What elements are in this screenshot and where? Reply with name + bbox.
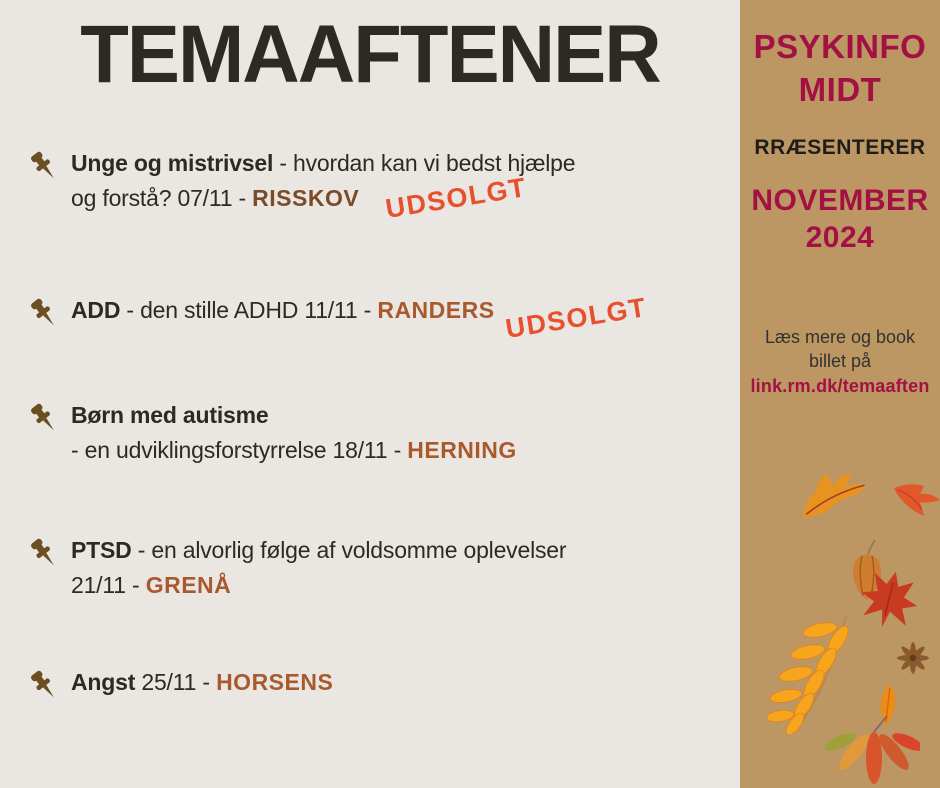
event-add: [25, 292, 725, 344]
month-line-1: NOVEMBER: [751, 183, 929, 217]
brand-line-1: PSYKINFO: [753, 28, 927, 65]
event-title: PTSD: [71, 537, 132, 563]
sold-out-badge: UDSOLGT: [503, 292, 649, 344]
event-title: ADD: [71, 297, 121, 323]
pushpin-icon: [25, 667, 61, 712]
event-desc: - en udviklingsforstyrrelse 18/11 -: [71, 437, 408, 463]
poster-title: TEMAAFTENER: [80, 9, 660, 100]
booking-link[interactable]: link.rm.dk/temaaften: [750, 376, 930, 397]
event-city: GRENÅ: [145, 572, 232, 598]
event-text: [71, 665, 333, 700]
event-text: [71, 533, 566, 603]
pushpin-icon: [25, 148, 61, 193]
event-city: HERNING: [407, 437, 517, 463]
pushpin-icon: [25, 535, 61, 580]
event-city: RISSKOV: [252, 185, 360, 211]
pushpin-icon: [25, 295, 61, 340]
event-desc: 21/11 -: [71, 572, 146, 598]
oak-leaf-icon: [792, 465, 877, 525]
event-boern-med-autisme: [25, 398, 725, 468]
event-title: Unge og mistrivsel: [71, 150, 274, 176]
event-text: [71, 398, 517, 468]
event-desc: - hvordan kan vi bedst hjælpe: [273, 150, 576, 176]
event-desc: - en alvorlig følge af voldsomme oplevelser: [131, 537, 567, 563]
brand-line-2: MIDT: [798, 70, 882, 108]
sidebar-panel: [740, 0, 940, 788]
event-desc: 25/11 -: [135, 669, 217, 695]
event-angst: [25, 665, 725, 712]
sold-out-badge: UDSOLGT: [383, 172, 529, 224]
red-leaf-fragment-icon: [890, 480, 940, 520]
booking-info: Læs mere og book billet på: [764, 326, 916, 372]
event-unge-og-mistrivsel: [25, 146, 725, 224]
event-city: RANDERS: [377, 297, 495, 323]
month-line-2: 2024: [805, 221, 875, 255]
event-desc: - den stille ADHD 11/11 -: [120, 297, 378, 323]
event-city: HORSENS: [216, 669, 334, 695]
month-title: [740, 182, 940, 257]
event-text: [71, 293, 495, 328]
event-title: Børn med autisme: [71, 402, 269, 428]
presents-label: RRÆSENTERER: [754, 135, 926, 159]
creeper-leaf-icon: [824, 716, 920, 788]
event-desc: og forstå? 07/11 -: [71, 185, 253, 211]
pushpin-icon: [25, 400, 61, 445]
event-ptsd: [25, 533, 725, 603]
event-title: Angst: [71, 669, 136, 695]
brand-title: [740, 26, 940, 112]
star-anise-icon: [893, 638, 933, 678]
